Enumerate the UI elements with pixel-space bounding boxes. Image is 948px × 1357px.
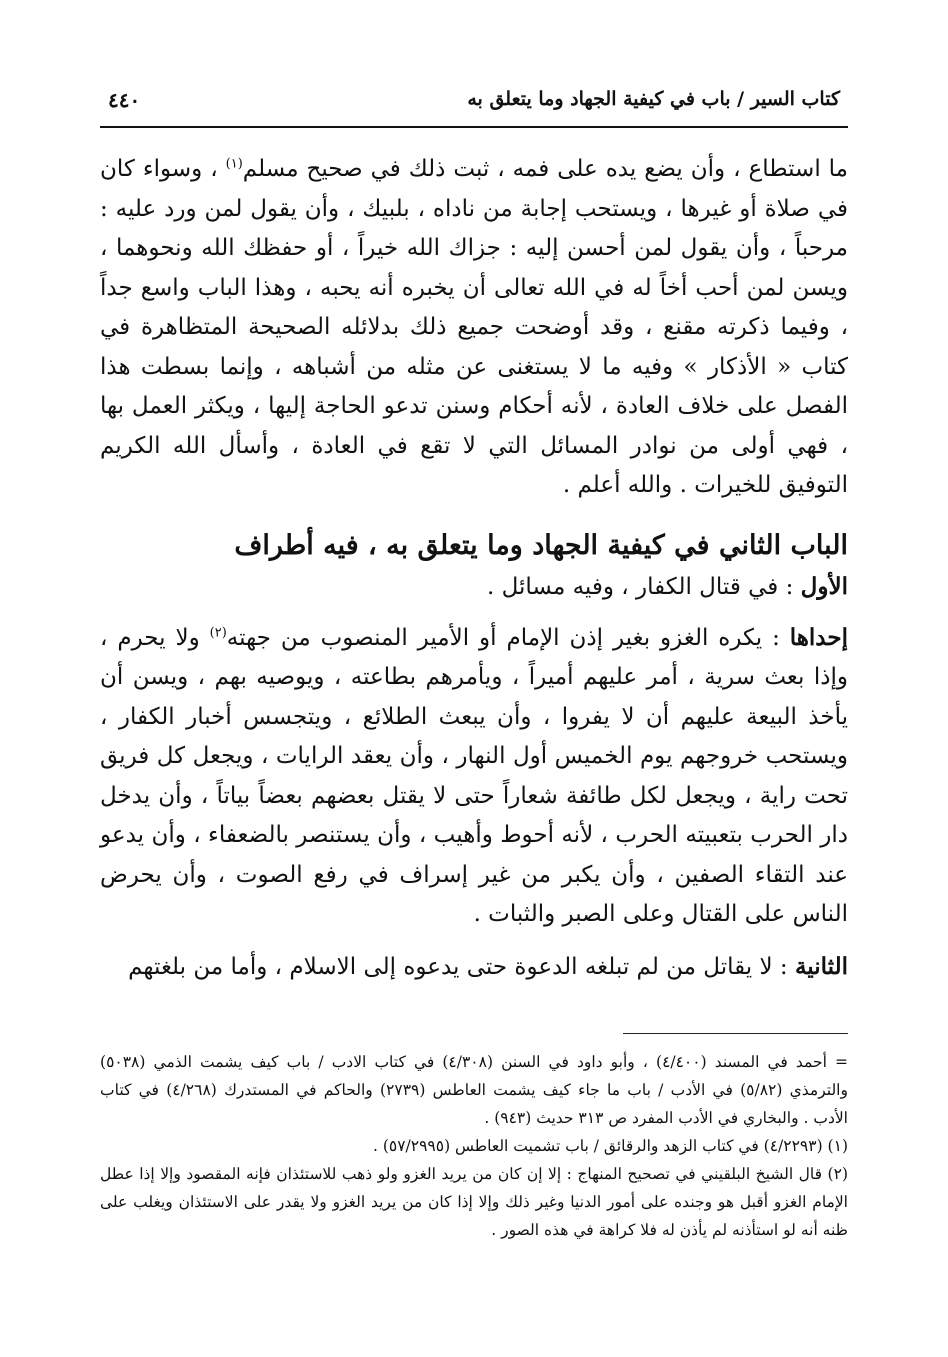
paragraph-1-text-b: ، وسواء كان في صلاة أو غيرها ، ويستحب إجابة من ناداه ، بلبيك ، وأن يقول لمن ورد عليه : مرحباً ، وأن يقول لمن أحسن إليه : جزاك الله خيراً ، أو حفظك الله ونحوهما ، ويسن لمن أحب أخاً له في الله تعالى أن يخبره أنه يحبه ، وهذا الباب واسع جداً ، وفيما ذكرته مقنع ، وقد أوضحت جميع ذلك بدلائله الصحيحة المتظاهرة في كتاب « الأذكار » وفيه ما لا يستغنى عن مثله من أشباهه ، وإنما بسطت هذا الفصل على خلاف العادة ، لأنه أحكام وسنن تدعو الحاجة إليها ، ويكثر العمل بها ، فهي أولى من نوادر المسائل التي لا تقع في العادة ، وأسأل الله الكريم التوفيق للخيرات . والله أعلم . [100, 156, 848, 498]
paragraph-1-text-a: ما استطاع ، وأن يضع يده على فمه ، ثبت ذلك في صحيح مسلم [242, 156, 848, 182]
footnote-2: (٢) قال الشيخ البلقيني في تصحيح المنهاج : إلا إن كان من يريد الغزو ولو ذهب للاستئذان فإنه المقصود وإلا إذا عطل الإمام الغزو أقبل هو وجنده على أمور الدنيا وغير ذلك وإلا إذا كان من يريد الغزو ولا يقدر على الاستئذان ويغلب على ظنه أنه لو استأذنه لم يأذن له فلا كراهة في هذه الصور . [100, 1165, 848, 1239]
paragraph-1 [100, 150, 848, 506]
part-label: الأول [800, 573, 848, 600]
footnotes [100, 1048, 848, 1244]
page-number: ٤٤٠ [108, 88, 141, 112]
footnote-continuation: = أحمد في المسند (٤/٤٠٠) ، وأبو داود في السنن (٤/٣٠٨) في كتاب الادب / باب كيف يشمت الذمي (٥٠٣٨) والترمذي (٥/٨٢) في الأدب / باب ما جاء كيف يشمت العاطس (٢٧٣٩) والحاكم في المستدرك (٤/٢٦٨) في كتاب الأدب . والبخاري في الأدب المفرد ص ٣١٣ حديث (٩٤٣) . [100, 1053, 848, 1127]
issue-1-label: إحداها [789, 623, 848, 651]
issue-1-text-b: ولا يحرم ، وإذا بعث سرية ، أمر عليهم أميراً ، ويأمرهم بطاعته ، ويوصيه بهم ، ويسن أن يأخذ البيعة عليهم أن لا يفروا ، وأن يبعث الطلائع ، ويتجسس أخبار الكفار ، ويستحب خروجهم يوم الخميس أول النهار ، وأن يعقد الرايات ، ويجعل كل فريق تحت راية ، ويجعل لكل طائفة شعاراً حتى لا يقتل بعضهم بعضاً بياتاً ، وأن يدخل دار الحرب بتعبيته الحرب ، لأنه أحوط وأهيب ، وأن يستنصر بالضعفاء ، وأن يدعو عند التقاء الصفين ، وأن يكبر من غير إسراف في رفع الصوت ، وأن يحرض الناس على القتال وعلى الصبر والثبات . [100, 624, 848, 927]
issue-1-text-a: : يكره الغزو بغير إذن الإمام أو الأمير المنصوب من جهته [226, 624, 790, 651]
issue-1-paragraph [100, 618, 848, 935]
footnote-divider [623, 1033, 848, 1034]
footnote-ref-1: (١) [225, 156, 243, 172]
running-title: كتاب السير / باب في كيفية الجهاد وما يتعلق به [467, 88, 840, 110]
footnote-ref-2: (٢) [209, 624, 227, 640]
part-text: : في قتال الكفار ، وفيه مسائل . [486, 574, 801, 600]
chapter-heading: الباب الثاني في كيفية الجهاد وما يتعلق به ، فيه أطراف [234, 529, 848, 561]
footnote-1: (١) (٤/٢٢٩٣) في كتاب الزهد والرقائق / باب تشميت العاطس (٥٧/٢٩٩٥) . [372, 1137, 848, 1155]
part-heading [100, 567, 848, 608]
issue-2-text: : لا يقاتل من لم تبلغه الدعوة حتى يدعوه إلى الاسلام ، وأما من بلغتهم [128, 953, 795, 980]
issue-2-label: الثانية [794, 952, 848, 980]
issue-2-paragraph [100, 947, 848, 988]
main-text [100, 150, 848, 987]
page-header [100, 86, 848, 128]
